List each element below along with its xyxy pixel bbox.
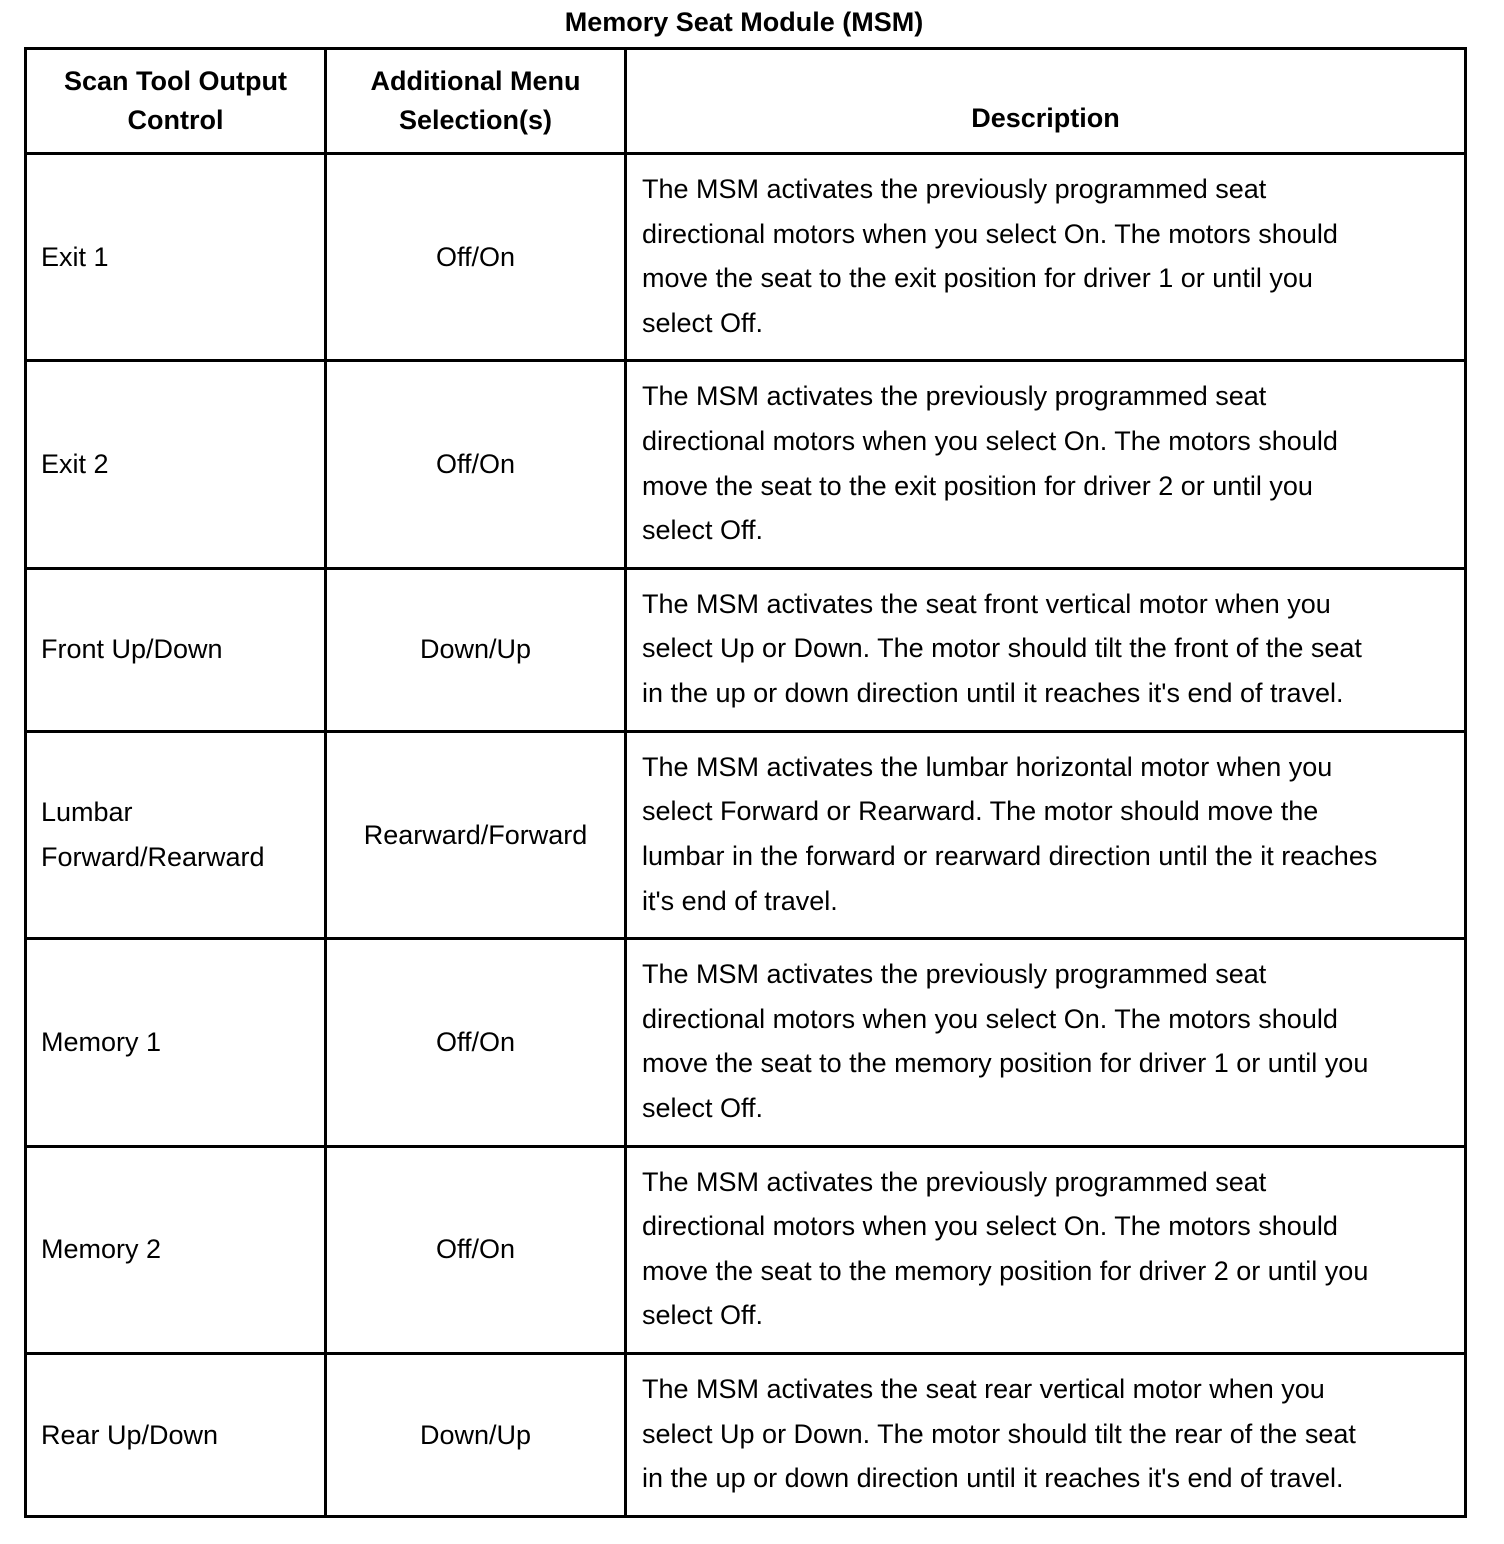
table-row	[26, 568, 1466, 731]
description-cell: The MSM activates the previously programmed seat directional motors when you select On. The motors should move the seat to the exit position for driver 1 or until you select Off.	[626, 154, 1466, 361]
control-cell: Lumbar Forward/Rearward	[26, 731, 326, 938]
control-cell: Exit 2	[26, 361, 326, 568]
selection-cell: Down/Up	[326, 568, 626, 731]
selection-cell: Off/On	[326, 154, 626, 361]
table-row	[26, 1146, 1466, 1353]
header-description: Description	[626, 49, 1466, 154]
header-selection: Additional Menu Selection(s)	[326, 49, 626, 154]
control-cell: Memory 2	[26, 1146, 326, 1353]
control-cell: Exit 1	[26, 154, 326, 361]
table-row	[26, 1353, 1466, 1516]
table-row	[26, 361, 1466, 568]
header-row	[26, 49, 1466, 154]
description-cell: The MSM activates the previously programmed seat directional motors when you select On. The motors should move the seat to the exit position for driver 2 or until you select Off.	[626, 361, 1466, 568]
header-control: Scan Tool Output Control	[26, 49, 326, 154]
control-cell: Memory 1	[26, 939, 326, 1146]
selection-cell: Off/On	[326, 1146, 626, 1353]
msm-output-control-table	[24, 47, 1467, 1518]
description-cell: The MSM activates the previously programmed seat directional motors when you select On. The motors should move the seat to the memory position for driver 2 or until you select Off.	[626, 1146, 1466, 1353]
table-row	[26, 154, 1466, 361]
table-row	[26, 939, 1466, 1146]
table-row	[26, 731, 1466, 938]
selection-cell: Off/On	[326, 361, 626, 568]
selection-cell: Down/Up	[326, 1353, 626, 1516]
selection-cell: Off/On	[326, 939, 626, 1146]
control-cell: Front Up/Down	[26, 568, 326, 731]
table-title: Memory Seat Module (MSM)	[564, 7, 924, 37]
description-cell: The MSM activates the seat front vertical motor when you select Up or Down. The motor should tilt the front of the seat in the up or down direction until it reaches it's end of travel.	[626, 568, 1466, 731]
description-cell: The MSM activates the lumbar horizontal motor when you select Forward or Rearward. The motor should move the lumbar in the forward or rearward direction until the it reaches it's end of travel.	[626, 731, 1466, 938]
description-cell: The MSM activates the previously programmed seat directional motors when you select On. The motors should move the seat to the memory position for driver 1 or until you select Off.	[626, 939, 1466, 1146]
control-cell: Rear Up/Down	[26, 1353, 326, 1516]
description-cell: The MSM activates the seat rear vertical motor when you select Up or Down. The motor should tilt the rear of the seat in the up or down direction until it reaches it's end of travel.	[626, 1353, 1466, 1516]
selection-cell: Rearward/Forward	[326, 731, 626, 938]
